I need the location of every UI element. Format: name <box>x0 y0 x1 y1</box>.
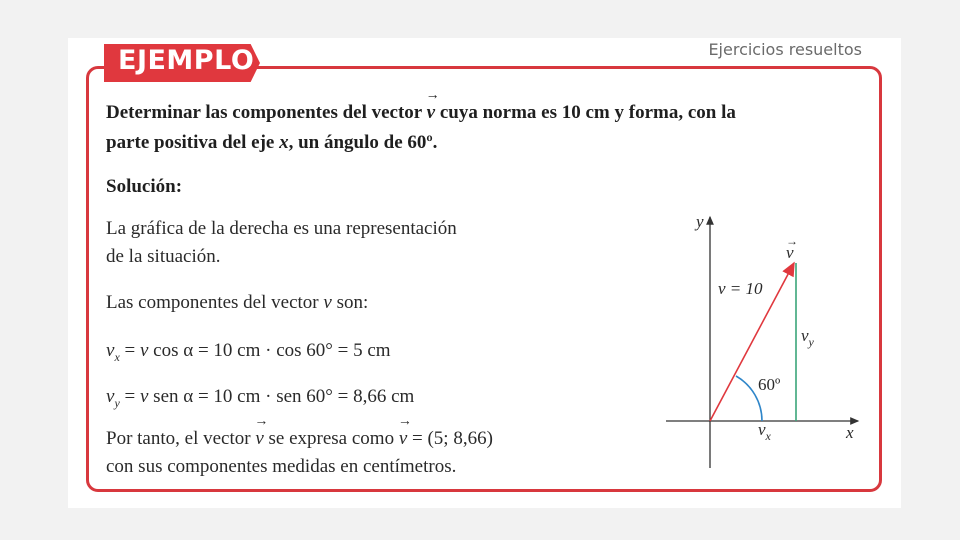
y-axis-label: y <box>696 212 704 231</box>
vector-label: v <box>786 243 794 262</box>
axis-variable: x <box>279 132 289 153</box>
example-tag-label: EJEMPLO <box>118 45 255 76</box>
angle-label: 60º <box>758 375 781 394</box>
solution-text: son: <box>336 292 369 313</box>
solution-paragraph-1a: La gráfica de la derecha es una representación <box>106 218 457 239</box>
solution-paragraph-3b: con sus componentes medidas en centímetros. <box>106 456 457 477</box>
vector-symbol: → v <box>399 428 407 450</box>
eq-rhs: cos α = 10 cm · cos 60° = 5 cm <box>153 340 391 361</box>
magnitude-label: v = 10 <box>718 279 763 298</box>
vector-arrow-icon: → <box>786 234 798 248</box>
x-axis-label: x <box>846 423 854 442</box>
solution-paragraph-3a <box>106 428 493 450</box>
problem-text: parte positiva del eje <box>106 132 275 153</box>
solution-text: = (5; 8,66) <box>412 428 493 449</box>
vector-diagram <box>660 205 865 473</box>
solution-paragraph-2 <box>106 292 368 314</box>
section-label: Ejercicios resueltos <box>708 40 862 59</box>
vx-symbol: v <box>758 420 766 439</box>
vx-subscript: x <box>765 429 771 443</box>
solution-heading: Solución: <box>106 176 183 197</box>
problem-text: cuya norma es 10 cm y forma, con la <box>439 102 736 123</box>
eq-subscript: y <box>114 395 120 410</box>
eq-rhs: sen α = 10 cm · sen 60° = 8,66 cm <box>153 386 415 407</box>
problem-line-2 <box>106 132 437 154</box>
solution-text: se expresa como <box>268 428 395 449</box>
vector-variable: v <box>323 292 332 313</box>
vy-symbol: v <box>801 326 809 345</box>
vx-label <box>758 420 772 443</box>
problem-line-1 <box>106 102 736 124</box>
eq-var: v <box>139 340 149 361</box>
equation-vx: $v_x = v$ cos α = 10 cm · cos 60° = 5 cm <box>106 340 391 364</box>
eq-lhs: v <box>106 386 115 407</box>
eq-subscript: x <box>114 349 120 364</box>
problem-text: , un ángulo de 60º. <box>288 132 438 153</box>
vector-symbol: → v <box>427 102 435 124</box>
vy-subscript: y <box>808 335 814 349</box>
solution-text: Por tanto, el vector <box>106 428 251 449</box>
vector-symbol: → v <box>255 428 263 450</box>
eq-lhs: v <box>106 340 115 361</box>
solution-text: Las componentes del vector <box>106 292 319 313</box>
equation-vy: $v_y = v$ sen α = 10 cm · sen 60° = 8,66 cm <box>106 386 415 410</box>
eq-var: v <box>139 386 149 407</box>
vy-label <box>801 326 815 349</box>
problem-text: Determinar las componentes del vector <box>106 102 422 123</box>
solution-paragraph-1b: de la situación. <box>106 246 221 267</box>
